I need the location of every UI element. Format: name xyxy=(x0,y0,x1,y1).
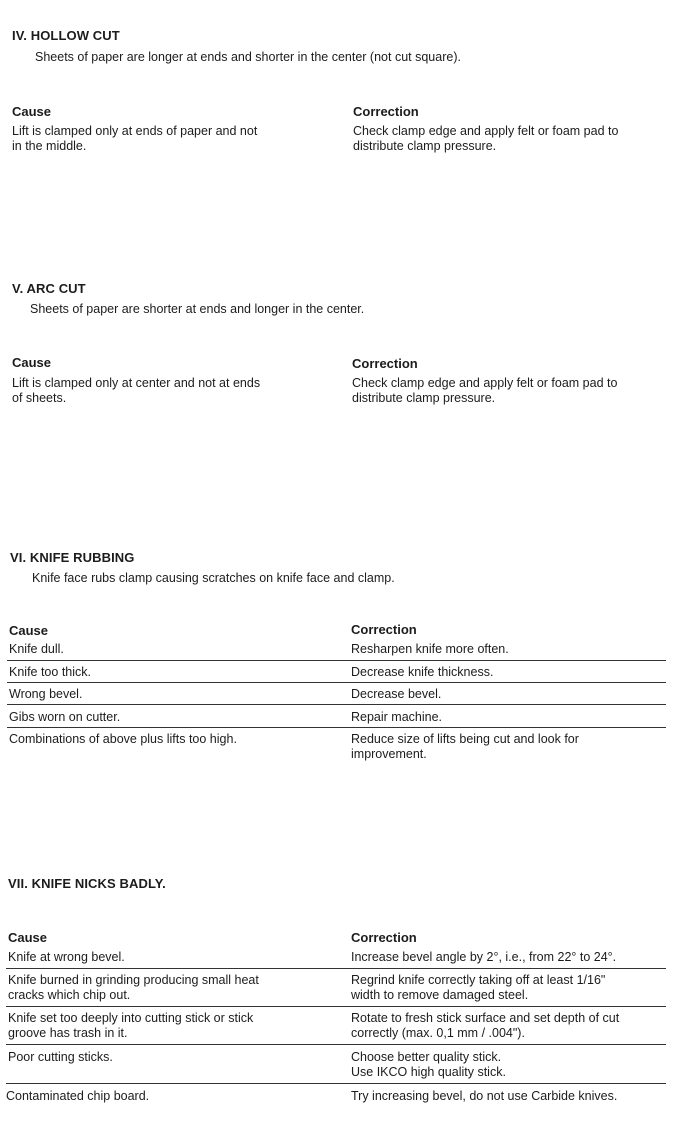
section-title: VI. KNIFE RUBBING xyxy=(10,550,135,565)
correction-cell: Resharpen knife more often. xyxy=(351,642,509,656)
correction-cell: Regrind knife correctly taking off at least 1/16" width to remove damaged steel. xyxy=(351,973,606,1002)
cause-cell: Contaminated chip board. xyxy=(6,1089,150,1103)
row-divider xyxy=(7,727,666,728)
correction-header: Correction xyxy=(351,930,417,945)
correction-cell: Try increasing bevel, do not use Carbide knives. xyxy=(351,1089,618,1103)
correction-cell: Increase bevel angle by 2°, i.e., from 22° to 24°. xyxy=(351,950,617,964)
cause-cell: Lift is clamped only at ends of paper and not in the middle. xyxy=(12,124,258,153)
correction-cell: Check clamp edge and apply felt or foam pad to distribute clamp pressure. xyxy=(352,376,618,405)
row-divider xyxy=(7,682,666,683)
section-description: Sheets of paper are shorter at ends and longer in the center. xyxy=(30,302,365,316)
cause-cell: Knife at wrong bevel. xyxy=(8,950,125,964)
row-divider xyxy=(7,704,666,705)
cause-cell: Combinations of above plus lifts too high. xyxy=(9,732,237,746)
correction-cell: Decrease bevel. xyxy=(351,687,442,701)
cause-header: Cause xyxy=(9,623,49,638)
correction-cell: Check clamp edge and apply felt or foam pad to distribute clamp pressure. xyxy=(353,124,619,153)
section-title: V. ARC CUT xyxy=(12,281,86,296)
correction-header: Correction xyxy=(351,622,417,637)
cause-header: Cause xyxy=(12,104,52,119)
section-title: IV. HOLLOW CUT xyxy=(12,28,120,43)
row-divider xyxy=(6,1006,666,1007)
correction-cell: Choose better quality stick. Use IKCO high quality stick. xyxy=(351,1050,506,1079)
cause-cell: Poor cutting sticks. xyxy=(8,1050,113,1064)
cause-header: Cause xyxy=(12,355,52,370)
correction-header: Correction xyxy=(353,104,419,119)
row-divider xyxy=(6,968,666,969)
cause-cell: Knife dull. xyxy=(9,642,64,656)
cause-cell: Lift is clamped only at center and not at ends of sheets. xyxy=(12,376,261,405)
cause-cell: Knife too thick. xyxy=(9,665,91,679)
cause-cell: Gibs worn on cutter. xyxy=(9,710,121,724)
section-description: Sheets of paper are longer at ends and shorter in the center (not cut square). xyxy=(35,50,461,64)
correction-cell: Reduce size of lifts being cut and look for improvement. xyxy=(351,732,579,761)
correction-cell: Decrease knife thickness. xyxy=(351,665,494,679)
cause-cell: Knife burned in grinding producing small heat cracks which chip out. xyxy=(8,973,259,1002)
section-title: VII. KNIFE NICKS BADLY. xyxy=(8,876,166,891)
correction-cell: Rotate to fresh stick surface and set depth of cut correctly (max. 0,1 mm / .004"). xyxy=(351,1011,620,1040)
correction-cell: Repair machine. xyxy=(351,710,443,724)
correction-header: Correction xyxy=(352,356,418,371)
row-divider xyxy=(7,660,666,661)
cause-cell: Wrong bevel. xyxy=(9,687,83,701)
row-divider xyxy=(6,1044,666,1045)
cause-header: Cause xyxy=(8,930,48,945)
cause-cell: Knife set too deeply into cutting stick or stick groove has trash in it. xyxy=(8,1011,254,1040)
row-divider xyxy=(6,1083,666,1084)
section-description: Knife face rubs clamp causing scratches on knife face and clamp. xyxy=(32,571,395,585)
